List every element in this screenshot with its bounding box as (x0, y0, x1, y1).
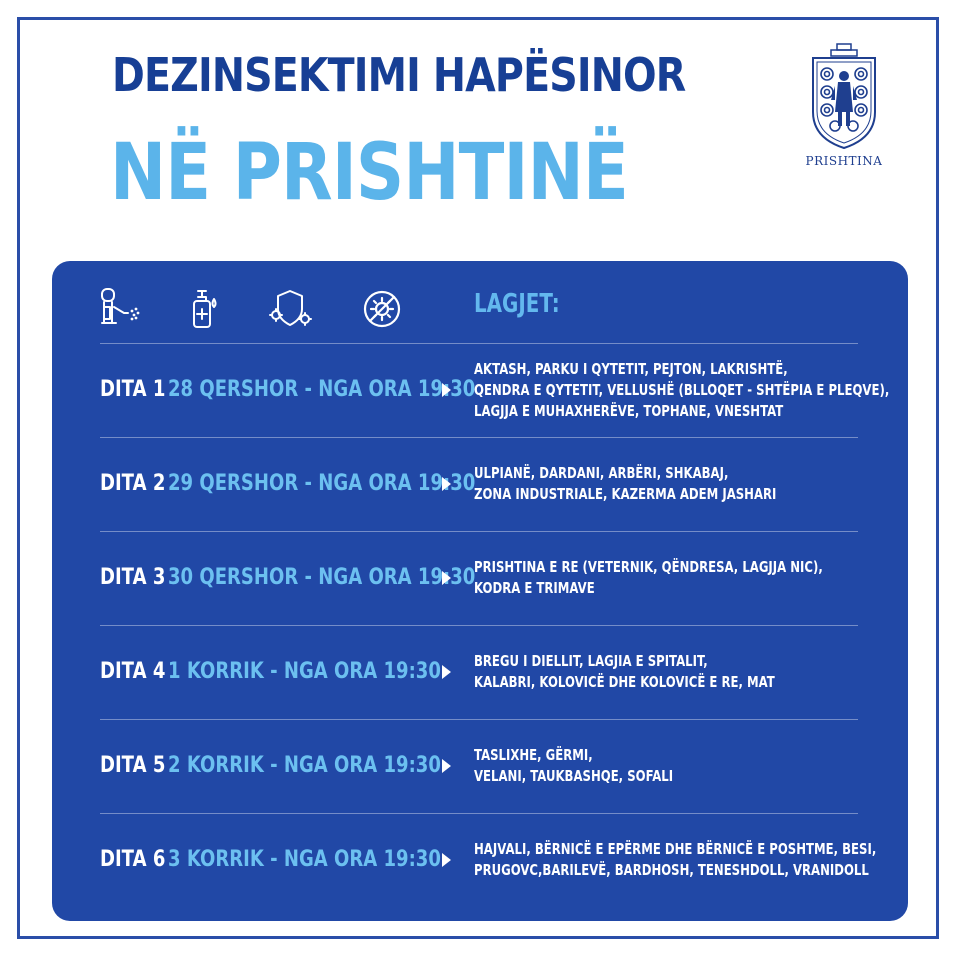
neighborhood-line: TASLIXHE, GËRMI, (474, 746, 593, 764)
arrow-right-icon (442, 853, 451, 867)
neighborhood-list (474, 344, 960, 436)
neighborhood-line: BREGU I DIELLIT, LAGJIA E SPITALIT, (474, 652, 708, 670)
page-title: DEZINSEKTIMI HAPËSINOR (112, 48, 686, 102)
schedule-row (52, 626, 908, 718)
shield-virus-icon (268, 285, 312, 333)
neighborhood-line: HAJVALI, BËRNICË E EPËRME DHE BËRNICË E POSHTME, BESI, (474, 840, 877, 858)
neighborhood-list (474, 626, 960, 718)
no-virus-icon (360, 285, 404, 333)
day-label: DITA 6 (100, 847, 166, 872)
neighborhood-line: QENDRA E QYTETIT, VELLUSHË (BLLOQET - SHTËPIA E PLEQVE), (474, 380, 890, 399)
logo-text: PRISHTINA (805, 154, 883, 168)
arrow-right-icon (442, 477, 451, 491)
date-time-label: 29 QERSHOR - NGA ORA 19:30 (168, 471, 476, 496)
prishtina-logo (804, 42, 884, 182)
hand-sanitizer-icon (182, 285, 226, 333)
arrow-right-icon (442, 759, 451, 773)
day-label: DITA 1 (100, 377, 166, 402)
neighborhood-list (474, 532, 960, 624)
sprayer-worker-icon (98, 285, 142, 333)
neighborhood-list (474, 720, 960, 812)
schedule-row (52, 720, 908, 812)
schedule-row (52, 438, 908, 530)
neighborhood-line: AKTASH, PARKU I QYTETIT, PEJTON, LAKRISHTË, (474, 359, 788, 378)
neighborhood-line: ZONA INDUSTRIALE, KAZERMA ADEM JASHARI (474, 485, 777, 503)
day-label: DITA 5 (100, 753, 166, 778)
arrow-right-icon (442, 571, 451, 585)
neighborhoods-header: LAGJET: (474, 289, 560, 319)
date-time-label: 30 QERSHOR - NGA ORA 19:30 (168, 565, 476, 590)
neighborhood-line: PRUGOVC,BARILEVË, BARDHOSH, TENESHDOLL, VRANIDOLL (474, 861, 869, 879)
day-label: DITA 4 (100, 659, 166, 684)
coat-of-arms-icon (807, 42, 881, 150)
schedule-panel (52, 261, 908, 921)
neighborhood-line: PRISHTINA E RE (VETERNIK, QËNDRESA, LAGJJA NIC), (474, 558, 823, 576)
page-subtitle: NË PRISHTINË (110, 128, 628, 218)
date-time-label: 28 QERSHOR - NGA ORA 19:30 (168, 377, 476, 402)
schedule-row (52, 344, 908, 436)
arrow-right-icon (442, 665, 451, 679)
schedule-row (52, 532, 908, 624)
neighborhood-list (474, 438, 960, 530)
neighborhood-line: KODRA E TRIMAVE (474, 579, 595, 597)
neighborhood-line: VELANI, TAUKBASHQE, SOFALI (474, 767, 674, 785)
date-time-label: 1 KORRIK - NGA ORA 19:30 (168, 659, 441, 684)
neighborhood-list (474, 814, 960, 906)
schedule-row (52, 814, 908, 906)
day-label: DITA 2 (100, 471, 166, 496)
neighborhood-line: KALABRI, KOLOVICË DHE KOLOVICË E RE, MAT (474, 673, 775, 691)
arrow-right-icon (442, 383, 451, 397)
day-label: DITA 3 (100, 565, 166, 590)
date-time-label: 3 KORRIK - NGA ORA 19:30 (168, 847, 441, 872)
neighborhood-line: LAGJJA E MUHAXHERËVE, TOPHANE, VNESHTAT (474, 401, 784, 420)
neighborhood-line: ULPIANË, DARDANI, ARBËRI, SHKABAJ, (474, 464, 729, 482)
date-time-label: 2 KORRIK - NGA ORA 19:30 (168, 753, 441, 778)
